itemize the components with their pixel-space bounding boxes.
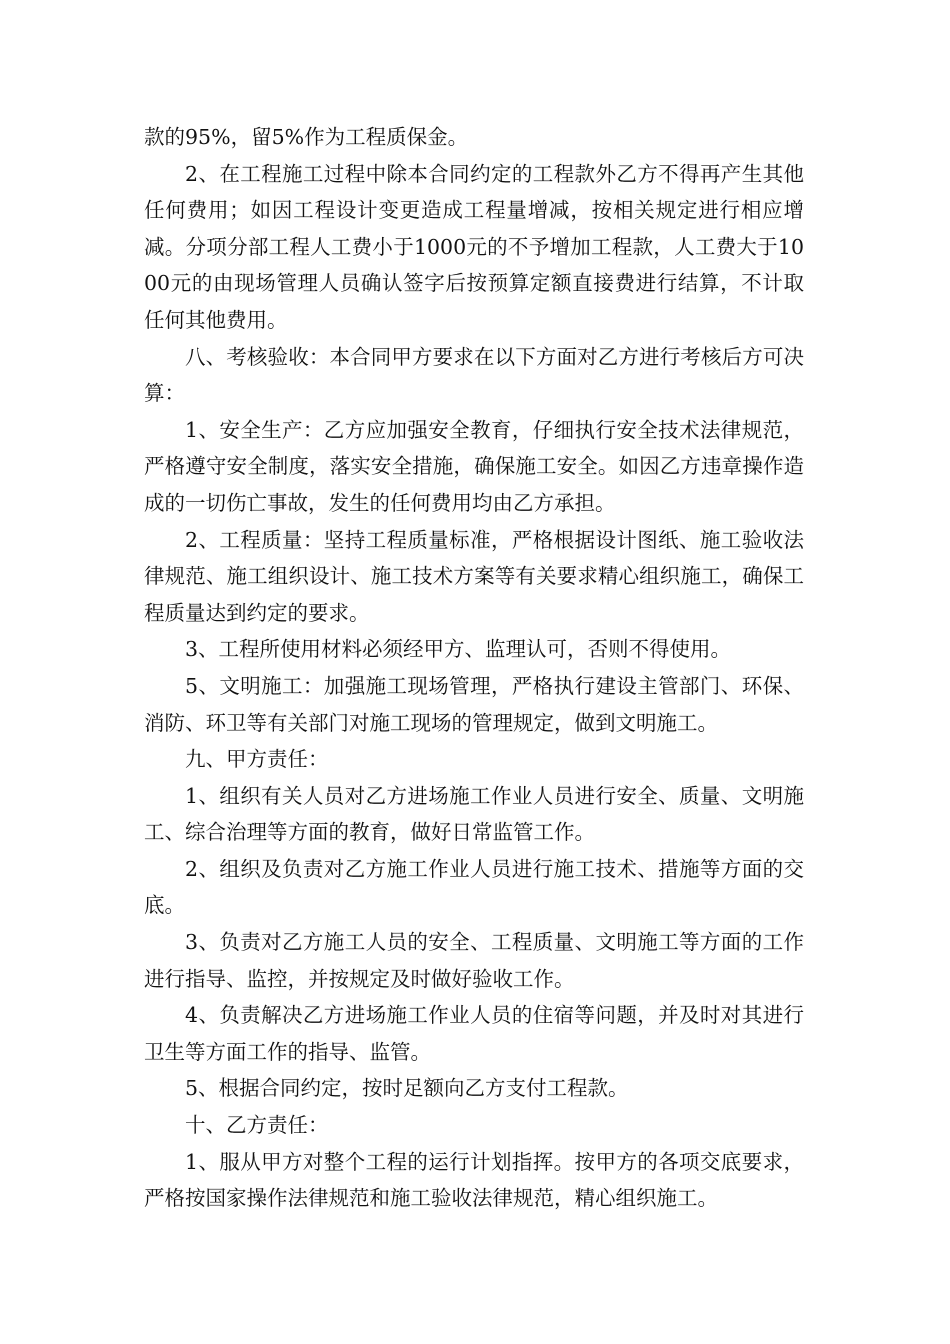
- paragraph-9-1: 1、组织有关人员对乙方进场施工作业人员进行安全、质量、文明施工、综合治理等方面的教育，做好日常监管工作。: [144, 783, 804, 845]
- paragraph-8-5-civilized: 5、文明施工：加强施工现场管理，严格执行建设主管部门、环保、消防、环卫等有关部门对施工现场的管理规定，做到文明施工。: [144, 673, 804, 735]
- section-heading-10-party-b: 十、乙方责任：: [185, 1113, 329, 1138]
- paragraph-8-1-safety: 1、安全生产：乙方应加强安全教育，仔细执行安全技术法律规范，严格遵守安全制度，落实安全措施，确保施工安全。如因乙方违章操作造成的一切伤亡事故，发生的任何费用均由乙方承担。: [144, 417, 804, 515]
- document-body: [144, 119, 804, 1217]
- paragraph-9-2: 2、组织及负责对乙方施工作业人员进行施工技术、措施等方面的交底。: [144, 856, 804, 918]
- paragraph-8-3-materials: 3、工程所使用材料必须经甲方、监理认可，否则不得使用。: [185, 637, 732, 662]
- paragraph-9-5: 5、根据合同约定，按时足额向乙方支付工程款。: [185, 1076, 629, 1101]
- paragraph-continued-payment: 款的95%，留5%作为工程质保金。: [144, 125, 469, 149]
- section-heading-8-acceptance: 八、考核验收：本合同甲方要求在以下方面对乙方进行考核后方可决算：: [144, 344, 804, 406]
- paragraph-9-3: 3、负责对乙方施工人员的安全、工程质量、文明施工等方面的工作进行指导、监控，并按规定及时做好验收工作。: [144, 930, 804, 991]
- paragraph-9-4: 4、负责解决乙方进场施工作业人员的住宿等问题，并及时对其进行卫生等方面工作的指导、监管。: [144, 1003, 804, 1064]
- section-heading-9-party-a: 九、甲方责任：: [185, 747, 329, 772]
- paragraph-2-no-extra-fees: 2、在工程施工过程中除本合同约定的工程款外乙方不得再产生其他任何费用；如因工程设计变更造成工程量增减，按相关规定进行相应增减。分项分部工程人工费小于1000元的不予增加工程款，人工费大于1000元的由现场管理人员确认签字后按预算定额直接费进行结算，不计取任何其他费用。: [144, 161, 804, 332]
- paragraph-10-1: 1、服从甲方对整个工程的运行计划指挥。按甲方的各项交底要求，严格按国家操作法律规范和施工验收法律规范，精心组织施工。: [144, 1149, 804, 1211]
- paragraph-8-2-quality: 2、工程质量：坚持工程质量标准，严格根据设计图纸、施工验收法律规范、施工组织设计、施工技术方案等有关要求精心组织施工，确保工程质量达到约定的要求。: [144, 527, 804, 625]
